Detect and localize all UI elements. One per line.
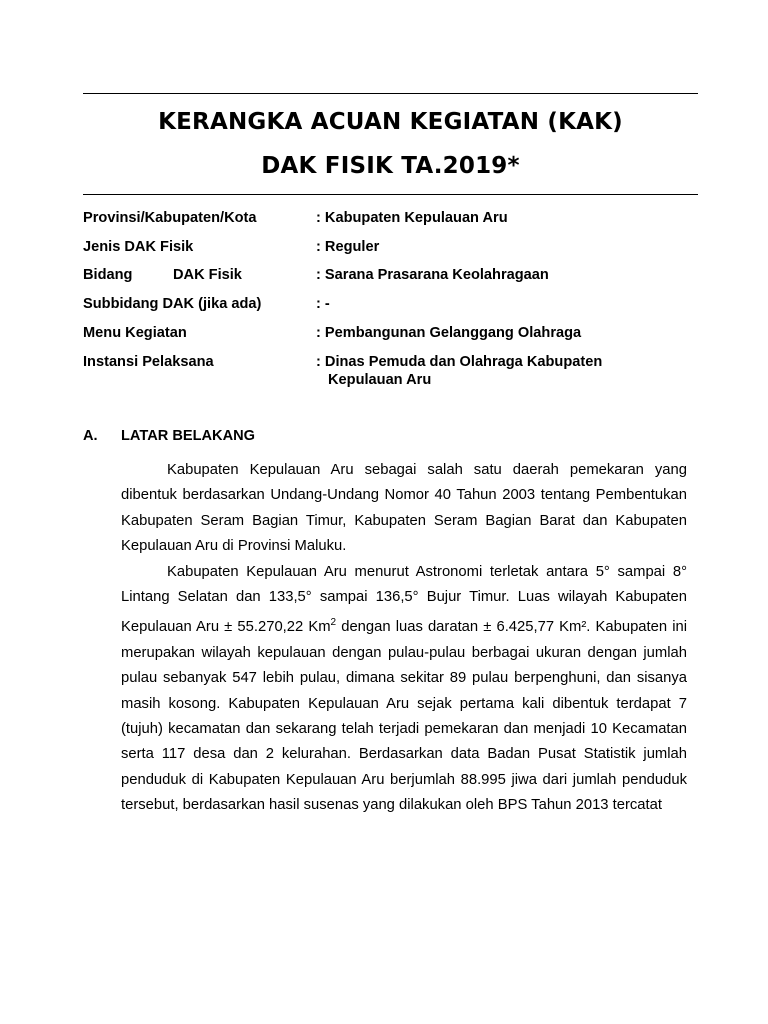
info-label: Subbidang DAK (jika ada): [83, 296, 262, 312]
info-value: : Reguler: [316, 239, 380, 255]
superscript: 2: [330, 617, 337, 629]
title-bottom-rule: [83, 194, 698, 195]
document-title: KERANGKA ACUAN KEGIATAN (KAK): [158, 109, 623, 135]
info-label: Bidang DAK Fisik: [83, 267, 242, 283]
top-rule: [83, 93, 698, 94]
info-label: Provinsi/Kabupaten/Kota: [83, 210, 257, 226]
section-heading: LATAR BELAKANG: [121, 428, 256, 444]
info-value: : Kabupaten Kepulauan Aru: [316, 210, 508, 226]
info-value: : Pembangunan Gelanggang Olahraga: [316, 325, 582, 341]
info-value: : -: [316, 296, 330, 312]
section-body: [121, 458, 687, 819]
info-label: Jenis DAK Fisik: [83, 239, 194, 255]
info-label: Instansi Pelaksana: [83, 354, 214, 370]
paragraph-text: Kabupaten Kepulauan Aru menurut Astronomi terletak antara 5° sampai 8° Lintang Selatan dan 133,5° sampai 136,5° Bujur Timur. Luas wilayah Kabupaten Kepulauan Aru ± 55.270,22 Km: [121, 563, 687, 636]
paragraph: Kabupaten Kepulauan Aru sebagai salah satu daerah pemekaran yang dibentuk berdasarkan Undang-Undang Nomor 40 Tahun 2003 tentang Pembentukan Kabupaten Seram Bagian Timur, Kabupaten Seram Bagian Barat dan Kabupaten Kepulauan Aru di Provinsi Maluku.: [121, 462, 687, 555]
info-value: : Sarana Prasarana Keolahragaan: [316, 267, 549, 283]
section-number: A.: [83, 428, 98, 444]
info-label: Menu Kegiatan: [83, 325, 187, 341]
paragraph: [121, 560, 687, 819]
info-value: : Dinas Pemuda dan Olahraga Kabupaten: [316, 354, 603, 370]
document-subtitle: DAK FISIK TA.2019*: [261, 153, 520, 179]
paragraph-text: dengan luas daratan ± 6.425,77 Km². Kabupaten ini merupakan wilayah kepulauan dengan pulau-pulau berbagai ukuran dengan jumlah pulau sebanyak 547 lebih pulau, dimana sekitar 89 pulau berpenghuni, dan sisanya masih kosong. Kabupaten Kepulauan Aru sejak pertama kali dibentuk terdapat 7 (tujuh) kecamatan dan sekarang telah terjadi pemekaran dan menjadi 10 Kecamatan serta 117 desa dan 2 kelurahan. Berdasarkan data Badan Pusat Statistik jumlah penduduk di Kabupaten Kepulauan Aru berjumlah 88.995 jiwa dari jumlah penduduk tersebut, berdasarkan hasil susenas yang dilakukan oleh BPS Tahun 2013 tercatat: [121, 619, 688, 814]
info-value-continuation: Kepulauan Aru: [328, 372, 432, 388]
